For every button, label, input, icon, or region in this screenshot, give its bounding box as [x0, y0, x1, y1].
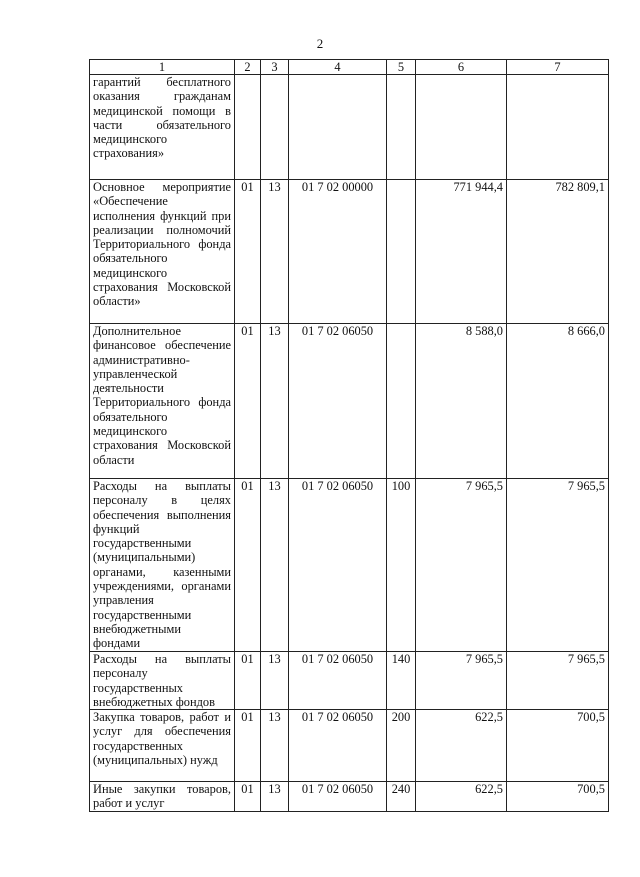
table-row [90, 75, 609, 180]
expense-type-code [387, 75, 416, 180]
target-article-code: 01 7 02 06050 [289, 479, 387, 652]
row-name: Закупка товаров, работ и услуг для обеспечения государственных (муниципальных) нужд [90, 710, 235, 782]
table-row [90, 652, 609, 710]
section-code [235, 75, 261, 180]
subsection-code: 13 [261, 324, 289, 479]
target-article-code: 01 7 02 06050 [289, 652, 387, 710]
expense-type-code: 240 [387, 782, 416, 812]
section-code: 01 [235, 180, 261, 324]
header-row [90, 60, 609, 75]
row-name: Иные закупки товаров, работ и услуг [90, 782, 235, 812]
row-name: Расходы на выплаты персоналу в целях обеспечения выполнения функций государственными (муниципальными) органами, казенными учреждениями, органами управления государственными внебюджетными фондами [90, 479, 235, 652]
expense-type-code: 100 [387, 479, 416, 652]
subsection-code: 13 [261, 180, 289, 324]
target-article-code: 01 7 02 06050 [289, 782, 387, 812]
target-article-code [289, 75, 387, 180]
header-col-6: 6 [416, 60, 507, 75]
header-col-2: 2 [235, 60, 261, 75]
target-article-code: 01 7 02 06050 [289, 710, 387, 782]
header-col-4: 4 [289, 60, 387, 75]
table-row [90, 180, 609, 324]
expense-type-code [387, 324, 416, 479]
amount-col-7 [507, 75, 609, 180]
header-col-7: 7 [507, 60, 609, 75]
table-row [90, 479, 609, 652]
row-name: гарантий бесплатного оказания гражданам медицинской помощи в части обязательного медицинского страхования» [90, 75, 235, 180]
section-code: 01 [235, 324, 261, 479]
amount-col-6: 8 588,0 [416, 324, 507, 479]
subsection-code: 13 [261, 652, 289, 710]
amount-col-6 [416, 75, 507, 180]
subsection-code: 13 [261, 479, 289, 652]
expense-type-code: 200 [387, 710, 416, 782]
table-row [90, 324, 609, 479]
budget-table [89, 59, 609, 812]
amount-col-7: 782 809,1 [507, 180, 609, 324]
subsection-code [261, 75, 289, 180]
amount-col-7: 8 666,0 [507, 324, 609, 479]
amount-col-6: 622,5 [416, 710, 507, 782]
target-article-code: 01 7 02 06050 [289, 324, 387, 479]
expense-type-code [387, 180, 416, 324]
amount-col-6: 7 965,5 [416, 652, 507, 710]
expense-type-code: 140 [387, 652, 416, 710]
amount-col-7: 7 965,5 [507, 479, 609, 652]
table-row [90, 710, 609, 782]
header-col-5: 5 [387, 60, 416, 75]
row-name: Расходы на выплаты персоналу государственных внебюджетных фондов [90, 652, 235, 710]
subsection-code: 13 [261, 710, 289, 782]
amount-col-6: 771 944,4 [416, 180, 507, 324]
section-code: 01 [235, 652, 261, 710]
header-col-1: 1 [90, 60, 235, 75]
target-article-code: 01 7 02 00000 [289, 180, 387, 324]
subsection-code: 13 [261, 782, 289, 812]
row-name: Основное мероприятие «Обеспечение исполнения функций при реализации полномочий Территориального фонда обязательного медицинского страхования Московской области» [90, 180, 235, 324]
row-name: Дополнительное финансовое обеспечение административно-управленческой деятельности Территориального фонда обязательного медицинского страхования Московской области [90, 324, 235, 479]
table-row [90, 782, 609, 812]
amount-col-6: 622,5 [416, 782, 507, 812]
section-code: 01 [235, 479, 261, 652]
amount-col-7: 700,5 [507, 710, 609, 782]
page-number: 2 [316, 36, 324, 51]
section-code: 01 [235, 710, 261, 782]
amount-col-7: 700,5 [507, 782, 609, 812]
section-code: 01 [235, 782, 261, 812]
amount-col-6: 7 965,5 [416, 479, 507, 652]
amount-col-7: 7 965,5 [507, 652, 609, 710]
header-col-3: 3 [261, 60, 289, 75]
